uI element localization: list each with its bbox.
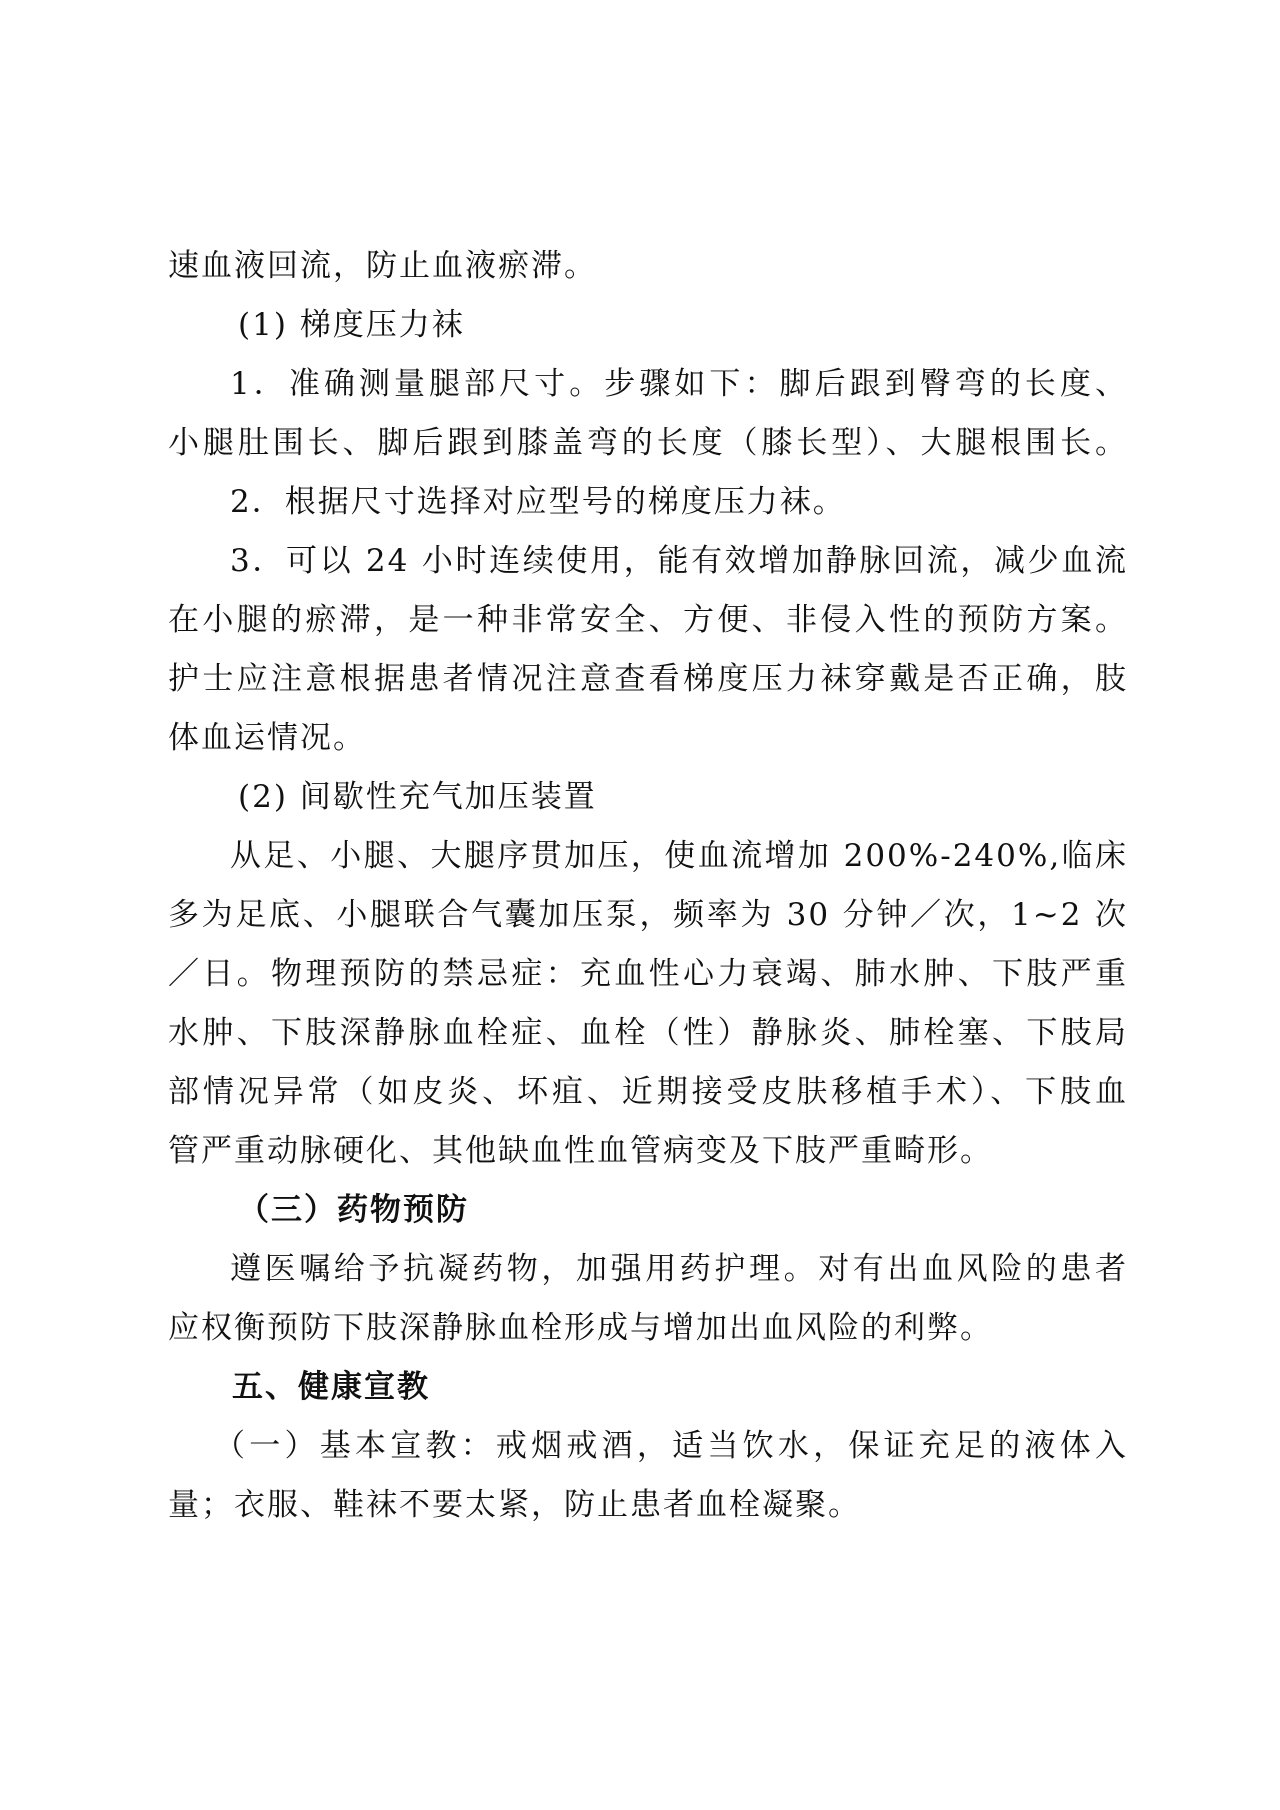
- drug-prevention-line-1: 遵医嘱给予抗凝药物，加强用药护理。对有出血风险的患者: [230, 1251, 1128, 1287]
- step-3-line-1: 3．可以 24 小时连续使用，能有效增加静脉回流，减少血流: [230, 543, 1128, 579]
- pneumatic-paragraph-line-6: 管严重动脉硬化、其他缺血性血管病变及下肢严重畸形。: [168, 1133, 993, 1169]
- paragraph-continuation-line: 速血液回流，防止血液瘀滞。: [168, 248, 597, 284]
- step-1-line-2: 小腿肚围长、脚后跟到膝盖弯的长度（膝长型）、大腿根围长。: [168, 425, 1128, 461]
- pneumatic-paragraph-line-5: 部情况异常（如皮炎、坏疽、近期接受皮肤移植手术）、下肢血: [168, 1074, 1128, 1110]
- section-heading-drug-prevention: （三）药物预防: [238, 1192, 469, 1228]
- subheading-pneumatic-compression: (2) 间歇性充气加压装置: [238, 779, 597, 815]
- pneumatic-paragraph-line-1: 从足、小腿、大腿序贯加压，使血流增加 200%-240%,临床: [230, 838, 1128, 874]
- section-heading-health-education: 五、健康宣教: [232, 1369, 430, 1405]
- step-3-line-4: 体血运情况。: [168, 720, 366, 756]
- pneumatic-paragraph-line-4: 水肿、下肢深静脉血栓症、血栓（性）静脉炎、肺栓塞、下肢局: [168, 1015, 1128, 1051]
- health-education-line-1: （一）基本宣教：戒烟戒酒，适当饮水，保证充足的液体入: [214, 1428, 1128, 1464]
- step-3-line-3: 护士应注意根据患者情况注意查看梯度压力袜穿戴是否正确，肢: [168, 661, 1128, 697]
- subheading-compression-stockings: (1) 梯度压力袜: [238, 307, 465, 343]
- step-3-line-2: 在小腿的瘀滞，是一种非常安全、方便、非侵入性的预防方案。: [168, 602, 1128, 638]
- health-education-line-2: 量；衣服、鞋袜不要太紧，防止患者血栓凝聚。: [168, 1487, 861, 1523]
- drug-prevention-line-2: 应权衡预防下肢深静脉血栓形成与增加出血风险的利弊。: [168, 1310, 993, 1346]
- step-2-line: 2．根据尺寸选择对应型号的梯度压力袜。: [230, 484, 846, 520]
- pneumatic-paragraph-line-2: 多为足底、小腿联合气囊加压泵，频率为 30 分钟／次，1~2 次: [168, 897, 1128, 933]
- step-1-line-1: 1．准确测量腿部尺寸。步骤如下：脚后跟到臀弯的长度、: [230, 366, 1128, 402]
- pneumatic-paragraph-line-3: ／日。物理预防的禁忌症：充血性心力衰竭、肺水肿、下肢严重: [168, 956, 1128, 992]
